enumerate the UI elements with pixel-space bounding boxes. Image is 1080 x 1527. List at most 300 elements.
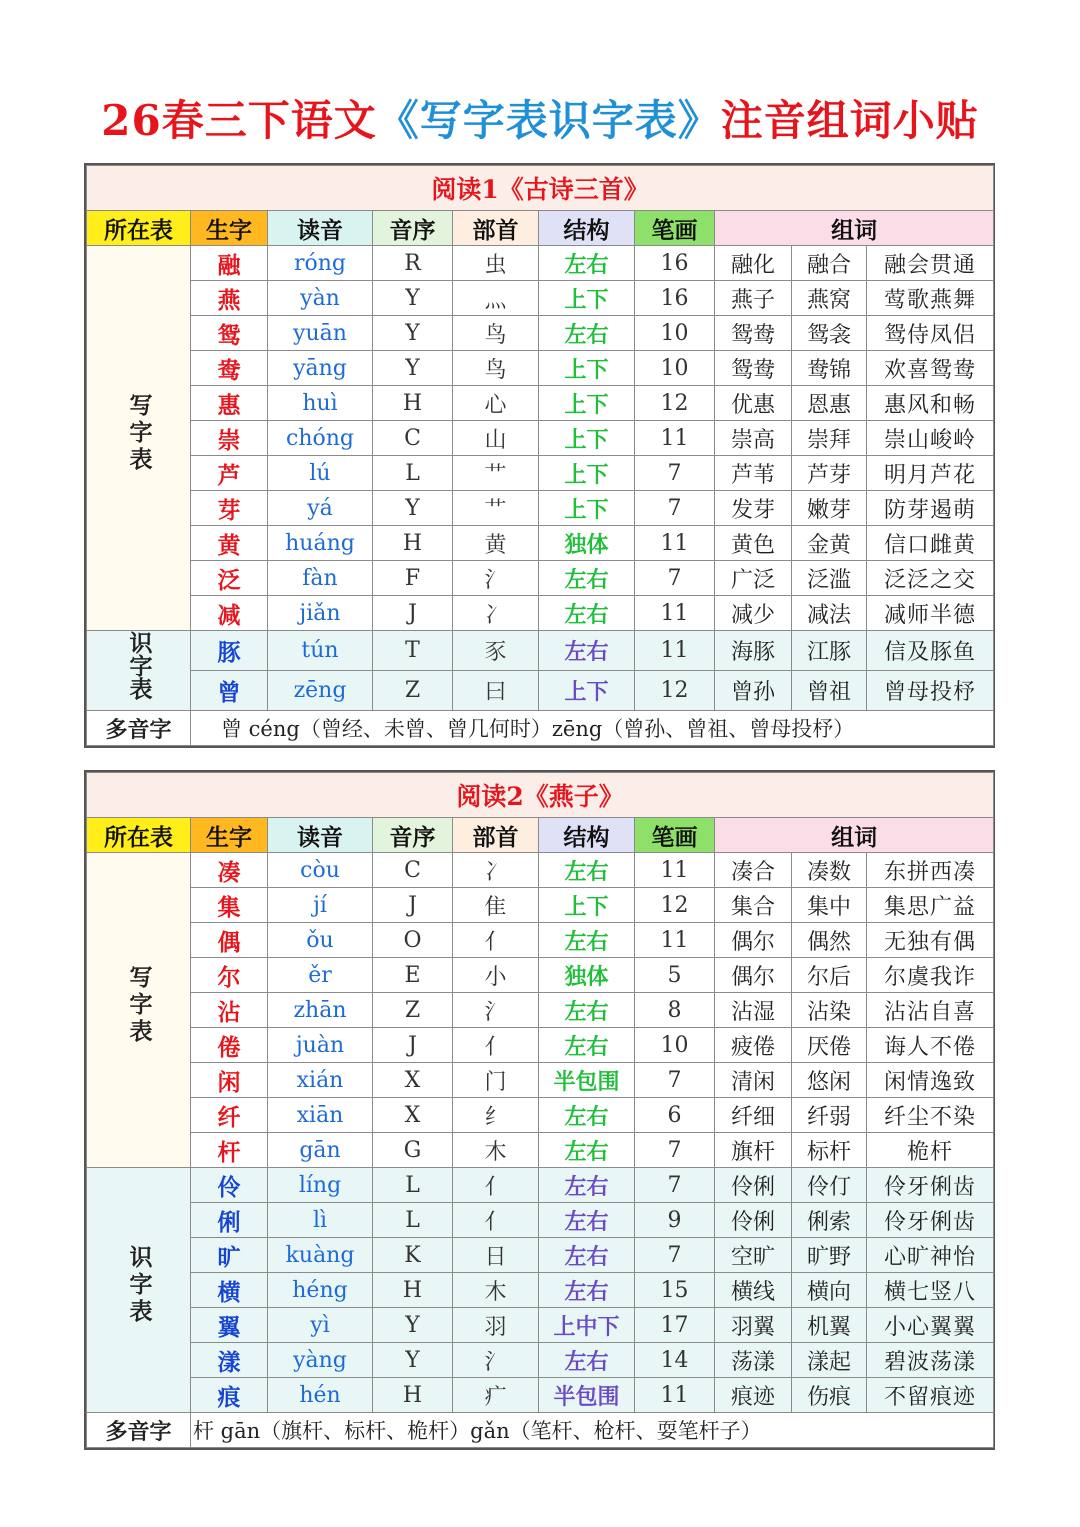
word-cell: 芦芽 xyxy=(792,456,867,491)
idiom-cell: 纤尘不染 xyxy=(867,1098,994,1133)
word-cell: 燕子 xyxy=(715,281,792,316)
structure-cell: 左右 xyxy=(539,316,635,351)
table-row xyxy=(87,596,994,631)
table-row xyxy=(87,1028,994,1063)
idiom-cell: 碧波荡漾 xyxy=(867,1343,994,1378)
group-label-recognize xyxy=(87,1168,191,1413)
word-cell: 偶尔 xyxy=(715,923,792,958)
structure-cell: 上下 xyxy=(539,671,635,711)
table-row xyxy=(87,671,994,711)
table-row xyxy=(87,888,994,923)
word-cell: 沾染 xyxy=(792,993,867,1028)
table-row xyxy=(87,491,994,526)
pinyin-cell: zēng xyxy=(268,671,373,711)
char-cell: 伶 xyxy=(191,1168,268,1203)
structure-cell: 独体 xyxy=(539,958,635,993)
order-cell: F xyxy=(373,561,453,596)
word-cell: 羽翼 xyxy=(715,1308,792,1343)
structure-cell: 左右 xyxy=(539,631,635,671)
char-cell: 痕 xyxy=(191,1378,268,1413)
pinyin-header: 读音 xyxy=(268,818,373,853)
words-header: 组词 xyxy=(715,211,994,246)
section-title: 阅读1《古诗三首》 xyxy=(87,166,994,211)
order-cell: X xyxy=(373,1063,453,1098)
structure-cell: 左右 xyxy=(539,993,635,1028)
page-title xyxy=(0,88,1080,148)
word-cell: 俐索 xyxy=(792,1203,867,1238)
order-cell: T xyxy=(373,631,453,671)
pinyin-cell: líng xyxy=(268,1168,373,1203)
idiom-cell: 崇山峻岭 xyxy=(867,421,994,456)
pinyin-cell: hén xyxy=(268,1378,373,1413)
radical-cell: 日 xyxy=(453,1238,539,1273)
table-row xyxy=(87,456,994,491)
structure-cell: 左右 xyxy=(539,596,635,631)
structure-header: 结构 xyxy=(539,211,635,246)
strokes-cell: 10 xyxy=(635,351,715,386)
idiom-cell: 欢喜鸳鸯 xyxy=(867,351,994,386)
order-cell: C xyxy=(373,421,453,456)
idiom-cell: 鸳侍凤侣 xyxy=(867,316,994,351)
word-cell: 鸳鸯 xyxy=(715,316,792,351)
table-row xyxy=(87,246,994,281)
idiom-cell: 桅杆 xyxy=(867,1133,994,1168)
radical-cell: 鸟 xyxy=(453,316,539,351)
pinyin-header: 读音 xyxy=(268,211,373,246)
char-cell: 曾 xyxy=(191,671,268,711)
pinyin-cell: yàn xyxy=(268,281,373,316)
idiom-cell: 闲情逸致 xyxy=(867,1063,994,1098)
pinyin-cell: jiǎn xyxy=(268,596,373,631)
word-cell: 融化 xyxy=(715,246,792,281)
char-cell: 鸳 xyxy=(191,316,268,351)
word-cell: 伶俐 xyxy=(715,1168,792,1203)
strokes-cell: 7 xyxy=(635,1168,715,1203)
structure-cell: 左右 xyxy=(539,1168,635,1203)
word-cell: 横线 xyxy=(715,1273,792,1308)
word-cell: 尔后 xyxy=(792,958,867,993)
strokes-cell: 7 xyxy=(635,1133,715,1168)
strokes-cell: 17 xyxy=(635,1308,715,1343)
section-title: 阅读2《燕子》 xyxy=(87,773,994,818)
char-cell: 芽 xyxy=(191,491,268,526)
order-header: 音序 xyxy=(373,211,453,246)
order-cell: X xyxy=(373,1098,453,1133)
table-row xyxy=(87,1308,994,1343)
radical-cell: 亻 xyxy=(453,1028,539,1063)
table-row xyxy=(87,386,994,421)
pinyin-cell: yàng xyxy=(268,1343,373,1378)
word-cell: 厌倦 xyxy=(792,1028,867,1063)
pinyin-cell: lì xyxy=(268,1203,373,1238)
pinyin-cell: xiān xyxy=(268,1098,373,1133)
order-cell: K xyxy=(373,1238,453,1273)
char-cell: 鸯 xyxy=(191,351,268,386)
radical-cell: 冫 xyxy=(453,596,539,631)
vocab-table xyxy=(86,772,994,1448)
order-cell: C xyxy=(373,853,453,888)
radical-cell: 疒 xyxy=(453,1378,539,1413)
strokes-cell: 7 xyxy=(635,561,715,596)
radical-cell: 黄 xyxy=(453,526,539,561)
radical-cell: 亻 xyxy=(453,1168,539,1203)
order-cell: Y xyxy=(373,1343,453,1378)
table-row xyxy=(87,316,994,351)
word-cell: 机翼 xyxy=(792,1308,867,1343)
order-cell: H xyxy=(373,386,453,421)
structure-cell: 左右 xyxy=(539,853,635,888)
radical-cell: 门 xyxy=(453,1063,539,1098)
radical-cell: 艹 xyxy=(453,456,539,491)
strokes-cell: 12 xyxy=(635,888,715,923)
radical-cell: 氵 xyxy=(453,993,539,1028)
strokes-cell: 16 xyxy=(635,281,715,316)
radical-cell: 亻 xyxy=(453,1203,539,1238)
structure-header: 结构 xyxy=(539,818,635,853)
char-cell: 俐 xyxy=(191,1203,268,1238)
word-cell: 疲倦 xyxy=(715,1028,792,1063)
strokes-cell: 7 xyxy=(635,456,715,491)
radical-cell: 鸟 xyxy=(453,351,539,386)
order-cell: Y xyxy=(373,351,453,386)
structure-cell: 上下 xyxy=(539,456,635,491)
strokes-cell: 16 xyxy=(635,246,715,281)
radical-cell: 心 xyxy=(453,386,539,421)
order-cell: H xyxy=(373,1273,453,1308)
word-cell: 崇高 xyxy=(715,421,792,456)
char-header: 生字 xyxy=(191,211,268,246)
structure-cell: 左右 xyxy=(539,1273,635,1308)
char-cell: 减 xyxy=(191,596,268,631)
word-cell: 伶仃 xyxy=(792,1168,867,1203)
table-row xyxy=(87,923,994,958)
word-cell: 偶尔 xyxy=(715,958,792,993)
structure-cell: 左右 xyxy=(539,1238,635,1273)
idiom-cell: 融会贯通 xyxy=(867,246,994,281)
strokes-header: 笔画 xyxy=(635,818,715,853)
order-cell: J xyxy=(373,1028,453,1063)
pinyin-cell: ěr xyxy=(268,958,373,993)
word-cell: 海豚 xyxy=(715,631,792,671)
word-cell: 广泛 xyxy=(715,561,792,596)
vocab-table xyxy=(86,165,994,746)
table-row xyxy=(87,1378,994,1413)
radical-cell: 小 xyxy=(453,958,539,993)
word-cell: 纤细 xyxy=(715,1098,792,1133)
radical-cell: 艹 xyxy=(453,491,539,526)
word-cell: 发芽 xyxy=(715,491,792,526)
structure-cell: 上中下 xyxy=(539,1308,635,1343)
word-cell: 偶然 xyxy=(792,923,867,958)
radical-cell: 山 xyxy=(453,421,539,456)
pinyin-cell: huáng xyxy=(268,526,373,561)
idiom-cell: 信口雌黄 xyxy=(867,526,994,561)
polyphone-text: 杆 gān（旗杆、标杆、桅杆）gǎn（笔杆、枪杆、耍笔杆子） xyxy=(191,1413,994,1448)
idiom-cell: 惠风和畅 xyxy=(867,386,994,421)
word-cell: 悠闲 xyxy=(792,1063,867,1098)
char-cell: 纤 xyxy=(191,1098,268,1133)
title-part-3: 注音组词小贴 xyxy=(720,96,979,145)
pinyin-cell: jí xyxy=(268,888,373,923)
strokes-cell: 14 xyxy=(635,1343,715,1378)
strokes-cell: 10 xyxy=(635,316,715,351)
pinyin-cell: yá xyxy=(268,491,373,526)
word-cell: 沾湿 xyxy=(715,993,792,1028)
idiom-cell: 莺歌燕舞 xyxy=(867,281,994,316)
char-cell: 崇 xyxy=(191,421,268,456)
word-cell: 黄色 xyxy=(715,526,792,561)
radical-cell: 亻 xyxy=(453,923,539,958)
table-header: 所在表 xyxy=(87,818,191,853)
radical-cell: 豕 xyxy=(453,631,539,671)
strokes-cell: 7 xyxy=(635,1238,715,1273)
idiom-cell: 信及豚鱼 xyxy=(867,631,994,671)
group-label-text: 写字表 xyxy=(125,964,153,1046)
order-cell: L xyxy=(373,456,453,491)
order-cell: Y xyxy=(373,281,453,316)
radical-cell: 羽 xyxy=(453,1308,539,1343)
char-cell: 翼 xyxy=(191,1308,268,1343)
table-row xyxy=(87,993,994,1028)
structure-cell: 左右 xyxy=(539,923,635,958)
structure-cell: 左右 xyxy=(539,1203,635,1238)
char-cell: 惠 xyxy=(191,386,268,421)
word-cell: 燕窝 xyxy=(792,281,867,316)
word-cell: 漾起 xyxy=(792,1343,867,1378)
strokes-cell: 11 xyxy=(635,596,715,631)
order-cell: J xyxy=(373,596,453,631)
structure-cell: 上下 xyxy=(539,888,635,923)
strokes-header: 笔画 xyxy=(635,211,715,246)
strokes-cell: 11 xyxy=(635,421,715,456)
word-cell: 优惠 xyxy=(715,386,792,421)
order-cell: G xyxy=(373,1133,453,1168)
section-table-2 xyxy=(84,770,995,1450)
radical-cell: 木 xyxy=(453,1273,539,1308)
idiom-cell: 心旷神怡 xyxy=(867,1238,994,1273)
title-part-2: 《写字表识字表》 xyxy=(376,96,721,145)
table-row xyxy=(87,281,994,316)
table-row xyxy=(87,1168,994,1203)
structure-cell: 左右 xyxy=(539,1028,635,1063)
table-header: 所在表 xyxy=(87,211,191,246)
word-cell: 减少 xyxy=(715,596,792,631)
word-cell: 泛滥 xyxy=(792,561,867,596)
word-cell: 标杆 xyxy=(792,1133,867,1168)
word-cell: 崇拜 xyxy=(792,421,867,456)
strokes-cell: 12 xyxy=(635,671,715,711)
order-cell: E xyxy=(373,958,453,993)
structure-cell: 独体 xyxy=(539,526,635,561)
table-row xyxy=(87,421,994,456)
radical-cell: 隹 xyxy=(453,888,539,923)
table-row xyxy=(87,1203,994,1238)
structure-cell: 左右 xyxy=(539,246,635,281)
idiom-cell: 泛泛之交 xyxy=(867,561,994,596)
structure-cell: 左右 xyxy=(539,1133,635,1168)
structure-cell: 左右 xyxy=(539,1098,635,1133)
table-row xyxy=(87,351,994,386)
word-cell: 清闲 xyxy=(715,1063,792,1098)
word-cell: 空旷 xyxy=(715,1238,792,1273)
idiom-cell: 曾母投杼 xyxy=(867,671,994,711)
polyphone-label: 多音字 xyxy=(87,1413,191,1448)
structure-cell: 上下 xyxy=(539,351,635,386)
order-cell: Y xyxy=(373,1308,453,1343)
table-row xyxy=(87,1063,994,1098)
strokes-cell: 11 xyxy=(635,853,715,888)
word-cell: 集中 xyxy=(792,888,867,923)
word-cell: 凑合 xyxy=(715,853,792,888)
char-cell: 横 xyxy=(191,1273,268,1308)
char-cell: 倦 xyxy=(191,1028,268,1063)
strokes-cell: 12 xyxy=(635,386,715,421)
structure-cell: 上下 xyxy=(539,281,635,316)
pinyin-cell: héng xyxy=(268,1273,373,1308)
strokes-cell: 7 xyxy=(635,1063,715,1098)
pinyin-cell: yāng xyxy=(268,351,373,386)
word-cell: 减法 xyxy=(792,596,867,631)
strokes-cell: 10 xyxy=(635,1028,715,1063)
group-label-text: 识字表 xyxy=(125,631,153,700)
strokes-cell: 11 xyxy=(635,923,715,958)
word-cell: 伶俐 xyxy=(715,1203,792,1238)
order-cell: Z xyxy=(373,993,453,1028)
pinyin-cell: chóng xyxy=(268,421,373,456)
word-cell: 融合 xyxy=(792,246,867,281)
idiom-cell: 减师半德 xyxy=(867,596,994,631)
pinyin-cell: ǒu xyxy=(268,923,373,958)
strokes-cell: 11 xyxy=(635,526,715,561)
idiom-cell: 明月芦花 xyxy=(867,456,994,491)
radical-cell: 冫 xyxy=(453,853,539,888)
radical-cell: 氵 xyxy=(453,561,539,596)
word-cell: 旗杆 xyxy=(715,1133,792,1168)
group-label-recognize xyxy=(87,631,191,711)
char-cell: 杆 xyxy=(191,1133,268,1168)
char-cell: 集 xyxy=(191,888,268,923)
strokes-cell: 6 xyxy=(635,1098,715,1133)
strokes-cell: 11 xyxy=(635,1378,715,1413)
word-cell: 江豚 xyxy=(792,631,867,671)
idiom-cell: 尔虞我诈 xyxy=(867,958,994,993)
radical-header: 部首 xyxy=(453,211,539,246)
char-cell: 旷 xyxy=(191,1238,268,1273)
pinyin-cell: kuàng xyxy=(268,1238,373,1273)
group-label-text: 识字表 xyxy=(125,1244,153,1326)
word-cell: 伤痕 xyxy=(792,1378,867,1413)
structure-cell: 上下 xyxy=(539,491,635,526)
strokes-cell: 8 xyxy=(635,993,715,1028)
char-cell: 泛 xyxy=(191,561,268,596)
pinyin-cell: xián xyxy=(268,1063,373,1098)
radical-cell: 虫 xyxy=(453,246,539,281)
strokes-cell: 15 xyxy=(635,1273,715,1308)
order-header: 音序 xyxy=(373,818,453,853)
table-row xyxy=(87,958,994,993)
char-cell: 芦 xyxy=(191,456,268,491)
strokes-cell: 11 xyxy=(635,631,715,671)
word-cell: 横向 xyxy=(792,1273,867,1308)
idiom-cell: 无独有偶 xyxy=(867,923,994,958)
pinyin-cell: gān xyxy=(268,1133,373,1168)
word-cell: 恩惠 xyxy=(792,386,867,421)
idiom-cell: 东拼西凑 xyxy=(867,853,994,888)
idiom-cell: 防芽遏萌 xyxy=(867,491,994,526)
words-header: 组词 xyxy=(715,818,994,853)
radical-cell: 曰 xyxy=(453,671,539,711)
order-cell: H xyxy=(373,1378,453,1413)
structure-cell: 半包围 xyxy=(539,1063,635,1098)
char-cell: 偶 xyxy=(191,923,268,958)
idiom-cell: 沾沾自喜 xyxy=(867,993,994,1028)
group-label-write xyxy=(87,246,191,631)
order-cell: O xyxy=(373,923,453,958)
order-cell: J xyxy=(373,888,453,923)
idiom-cell: 伶牙俐齿 xyxy=(867,1203,994,1238)
group-label-text: 写字表 xyxy=(125,392,153,474)
pinyin-cell: lú xyxy=(268,456,373,491)
word-cell: 嫩芽 xyxy=(792,491,867,526)
char-cell: 豚 xyxy=(191,631,268,671)
word-cell: 芦苇 xyxy=(715,456,792,491)
table-row xyxy=(87,526,994,561)
word-cell: 凑数 xyxy=(792,853,867,888)
pinyin-cell: fàn xyxy=(268,561,373,596)
table-row xyxy=(87,853,994,888)
table-row xyxy=(87,1098,994,1133)
table-row xyxy=(87,1238,994,1273)
char-cell: 尔 xyxy=(191,958,268,993)
section-table-1 xyxy=(84,163,995,748)
word-cell: 鸯锦 xyxy=(792,351,867,386)
pinyin-cell: juàn xyxy=(268,1028,373,1063)
structure-cell: 上下 xyxy=(539,421,635,456)
radical-header: 部首 xyxy=(453,818,539,853)
order-cell: R xyxy=(373,246,453,281)
char-cell: 凑 xyxy=(191,853,268,888)
pinyin-cell: róng xyxy=(268,246,373,281)
word-cell: 痕迹 xyxy=(715,1378,792,1413)
pinyin-cell: tún xyxy=(268,631,373,671)
char-cell: 燕 xyxy=(191,281,268,316)
order-cell: L xyxy=(373,1203,453,1238)
idiom-cell: 小心翼翼 xyxy=(867,1308,994,1343)
char-cell: 沾 xyxy=(191,993,268,1028)
group-label-write xyxy=(87,853,191,1168)
word-cell: 鸳鸯 xyxy=(715,351,792,386)
table-row xyxy=(87,1273,994,1308)
word-cell: 曾祖 xyxy=(792,671,867,711)
idiom-cell: 伶牙俐齿 xyxy=(867,1168,994,1203)
polyphone-label: 多音字 xyxy=(87,711,191,746)
radical-cell: 纟 xyxy=(453,1098,539,1133)
strokes-cell: 5 xyxy=(635,958,715,993)
order-cell: Y xyxy=(373,491,453,526)
radical-cell: 氵 xyxy=(453,1343,539,1378)
radical-cell: 木 xyxy=(453,1133,539,1168)
char-cell: 黄 xyxy=(191,526,268,561)
order-cell: Z xyxy=(373,671,453,711)
char-cell: 闲 xyxy=(191,1063,268,1098)
structure-cell: 上下 xyxy=(539,386,635,421)
idiom-cell: 诲人不倦 xyxy=(867,1028,994,1063)
pinyin-cell: còu xyxy=(268,853,373,888)
idiom-cell: 不留痕迹 xyxy=(867,1378,994,1413)
pinyin-cell: zhān xyxy=(268,993,373,1028)
word-cell: 金黄 xyxy=(792,526,867,561)
word-cell: 纤弱 xyxy=(792,1098,867,1133)
